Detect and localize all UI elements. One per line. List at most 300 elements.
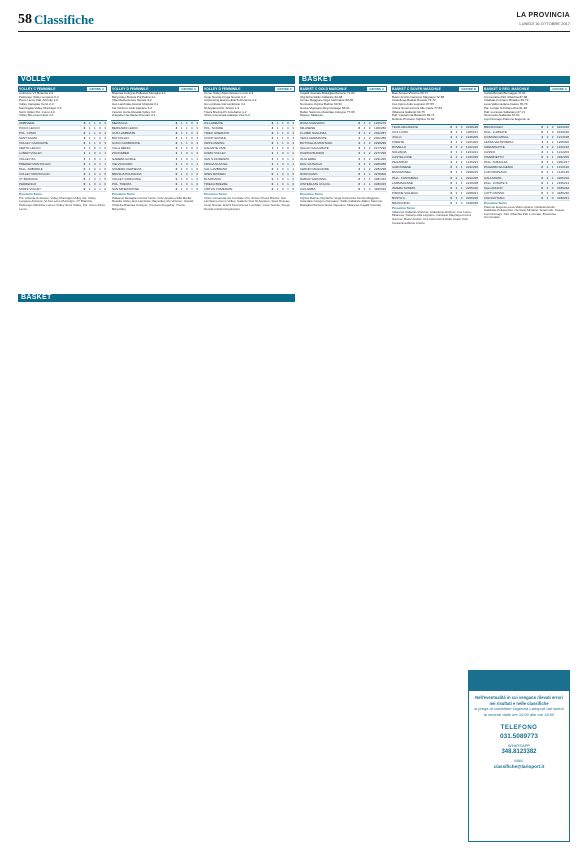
stat-cell: 3: [546, 134, 549, 139]
match-result: Cremonatte-Pall. Albachia 87-68: [484, 95, 528, 99]
stat-cell: 288: [380, 161, 386, 166]
stat-cell: 1: [551, 160, 554, 165]
stat-cell: 291: [375, 156, 381, 161]
stat-cell: 2: [373, 136, 376, 141]
box-title: BASKET D REG. MASCHILE: [484, 87, 530, 91]
stat-cell: 2: [556, 160, 559, 165]
stat-cell: 0: [196, 182, 198, 187]
stat-cell: 1: [175, 151, 178, 156]
stat-cell: 0: [287, 120, 289, 125]
match-result: Aurilio-Brocati Bernaggio 47-61: [484, 92, 526, 95]
notice-instructions: si prega di contattare l'agenzia Larioport dal lunedì al venerdì dalle ore 10:00 alle ore 18:00: [474, 706, 564, 717]
team-name: GOLG CARBONATE: [112, 141, 140, 146]
stat-cell: 228: [472, 180, 478, 185]
stat-cell: 3: [455, 124, 458, 129]
team-name: SOLVARIA: [392, 150, 407, 155]
stat-cell: 290: [380, 146, 386, 151]
box-header: [111, 86, 199, 92]
stat-cell: 1: [465, 160, 468, 165]
match-result: Briantea Cologno-Palleavis Meraglia 3-1: [112, 92, 166, 95]
stat-cell: 2: [373, 141, 376, 146]
stat-cell: 0: [541, 185, 544, 190]
stat-cell: 3: [546, 185, 549, 190]
stat-cell: 1: [88, 126, 91, 131]
stat-cell: 3: [455, 155, 458, 160]
stat-cell: 2: [465, 175, 468, 180]
stat-cell: 1: [83, 156, 86, 161]
stat-cell: 288: [380, 136, 386, 141]
stat-cell: 3: [455, 201, 458, 206]
stat-cell: 4: [363, 161, 366, 166]
stat-cell: 270: [380, 120, 386, 125]
stat-cell: 1: [104, 156, 106, 161]
stat-cell: 2: [373, 131, 376, 136]
next-round-label: Prossimo Turno: [392, 206, 415, 211]
stat-cell: 0: [281, 166, 284, 171]
stat-cell: 135: [563, 170, 569, 175]
stat-cell: 1: [460, 165, 463, 170]
stat-cell: 3: [196, 120, 198, 125]
stat-cell: 0: [175, 166, 178, 171]
stat-cell: 2: [368, 161, 371, 166]
stat-cell: 2: [450, 190, 453, 195]
stat-cell: 4: [363, 182, 366, 187]
stat-cell: 3: [546, 145, 549, 149]
team-name: INZPLONNING: [204, 141, 225, 146]
stat-cell: 3: [556, 190, 559, 195]
stat-cell: 1: [292, 166, 294, 171]
stat-cell: 197: [472, 129, 478, 134]
stat-cell: 0: [83, 182, 86, 187]
stat-cell: 0: [281, 151, 284, 156]
stat-cell: 0: [292, 182, 294, 187]
stat-cell: 221: [472, 150, 478, 155]
stat-cell: 1: [276, 131, 279, 136]
stat-cell: 1: [88, 171, 91, 176]
stat-cell: 1: [99, 161, 101, 166]
stat-cell: 0: [83, 176, 86, 181]
match-result: Lupi Dronago-Palermo Eugenio nc: [484, 117, 531, 121]
stat-cell: 1: [88, 131, 91, 136]
stat-cell: 280: [375, 182, 381, 187]
stat-cell: 1: [276, 120, 279, 125]
errors-notice-box: [468, 670, 570, 842]
team-name: SAN MINESTRONE: [112, 187, 140, 192]
stat-cell: 2: [358, 171, 361, 176]
stat-cell: 3: [175, 126, 178, 131]
stat-cell: 208: [467, 190, 473, 195]
stat-cell: 2: [551, 145, 554, 149]
stat-cell: 0: [191, 131, 193, 136]
stat-cell: 6: [541, 129, 544, 134]
team-name: COOP NUVOLE: [204, 136, 226, 141]
stat-cell: 0: [460, 201, 463, 206]
match-result: Cittabati-Cuzzano Minalino 66-73: [484, 99, 529, 103]
next-round-label: Prossimo Turno: [484, 201, 507, 206]
stat-cell: 4: [358, 141, 361, 146]
match-result: Virtue Comenate-Galante Vive 0-3: [204, 114, 250, 118]
next-round: [203, 193, 295, 211]
stat-cell: 1: [191, 156, 193, 161]
stat-cell: 3: [455, 145, 458, 149]
stat-cell: 1: [281, 136, 284, 141]
stat-cell: 0: [104, 171, 106, 176]
stat-cell: 1: [185, 126, 188, 131]
stat-cell: 1: [99, 187, 101, 192]
stat-cell: 4: [363, 126, 366, 131]
stat-cell: 1: [271, 151, 274, 156]
stat-cell: 200: [563, 139, 569, 144]
stat-cell: 1: [99, 182, 101, 187]
stat-cell: 3: [556, 195, 559, 200]
stat-cell: 290: [380, 141, 386, 146]
team-name: CERTO LECCO: [19, 146, 41, 151]
stat-cell: 205: [563, 155, 569, 160]
stat-cell: 4: [541, 150, 544, 155]
stat-cell: 2: [465, 185, 468, 190]
stat-cell: 4: [358, 146, 361, 151]
stat-cell: 2: [541, 155, 544, 160]
mail-label: MAIL: [514, 758, 524, 763]
stat-cell: 2: [368, 146, 371, 151]
stat-cell: 2: [450, 165, 453, 170]
stat-cell: 0: [191, 120, 193, 125]
stat-cell: 256: [380, 126, 386, 131]
stat-cell: 1: [180, 136, 183, 141]
stat-cell: 1: [88, 136, 91, 141]
stat-cell: 203: [563, 150, 569, 155]
stat-cell: 1: [276, 126, 279, 131]
stat-cell: 225: [472, 155, 478, 160]
team-name: VOLLEY B.L.: [19, 156, 37, 161]
stat-cell: 1: [292, 161, 294, 166]
stat-cell: 2: [373, 156, 376, 161]
stat-cell: 2: [373, 151, 376, 156]
stat-cell: 1: [556, 134, 559, 139]
stat-cell: 4: [450, 134, 453, 139]
stat-cell: 300: [380, 171, 386, 176]
stat-cell: 3: [546, 195, 549, 200]
stat-cell: 4: [541, 145, 544, 149]
team-name: PALL. ARBORILE: [19, 166, 43, 171]
group-badge: GIRONE B: [461, 87, 476, 91]
stat-cell: 2: [368, 141, 371, 146]
stat-cell: 1: [276, 187, 279, 192]
team-name: TEAM ARCADIATE: [392, 124, 418, 129]
stat-cell: 0: [99, 141, 101, 146]
team-name: PALL. CANTAMINA: [392, 175, 419, 180]
stat-cell: 3: [455, 139, 458, 144]
stat-cell: 0: [175, 171, 178, 176]
team-name: VIE VICICORO: [112, 161, 133, 166]
stat-cell: 0: [551, 190, 554, 195]
stat-cell: 0: [185, 156, 188, 161]
stat-cell: 4: [363, 146, 366, 151]
match-result: Pal. Lonate S-Polisportiva 61-66: [484, 106, 528, 110]
stat-cell: 0: [191, 146, 193, 151]
stat-cell: 1: [180, 120, 183, 125]
team-name: CERNIO MAGGIORE: [300, 166, 330, 171]
stat-cell: 200: [558, 175, 564, 180]
stat-cell: 2: [196, 151, 198, 156]
team-name: JOLLO: [392, 134, 402, 139]
stat-cell: 1: [99, 166, 101, 171]
stat-cell: 1: [99, 151, 101, 156]
stat-cell: 222: [467, 175, 473, 180]
team-name: F.LUBRI SAGUNZA: [300, 131, 327, 136]
section-band: [299, 76, 570, 84]
stat-cell: 1: [276, 166, 279, 171]
match-result: Inzplonning Estrem-Erat'S.Fiorenza 3-2: [204, 99, 257, 103]
stat-cell: 1: [368, 182, 371, 187]
stat-cell: 3: [455, 165, 458, 170]
stat-cell: 1: [276, 182, 279, 187]
match-result: Riposo: Milanese: [300, 114, 324, 118]
stat-cell: 3: [373, 182, 376, 187]
stat-cell: 0: [556, 124, 559, 129]
stat-cell: 3: [546, 160, 549, 165]
stat-cell: 0: [281, 187, 284, 192]
stat-cell: 0: [99, 120, 101, 125]
stat-cell: 0: [287, 131, 289, 136]
stat-cell: 0: [287, 126, 289, 131]
stat-cell: 1: [180, 171, 183, 176]
match-result: Baci Ansasi-Vittorino 66-71: [392, 92, 428, 95]
stat-cell: 1: [191, 176, 193, 181]
stat-cell: 1: [556, 165, 559, 170]
stat-cell: 2: [546, 165, 549, 170]
stat-cell: 4: [363, 120, 366, 125]
stat-cell: 202: [558, 155, 564, 160]
stat-cell: 0: [551, 195, 554, 200]
next-round-text: Ogrina Budino-Olgi Erba; Vega Carimante-Cernio Maggiore; Cisterlate Cologno-Norcuano; Sallio Gallarate-Rabur Saronno; Bottaglia Montano-Rosa Vigevano; Milanese-Cagalli Caccate: [300, 195, 383, 208]
stat-cell: 0: [358, 187, 361, 192]
next-round: [299, 193, 387, 207]
stat-cell: 3: [292, 146, 294, 151]
match-result: Castellone-Basket Rovello 73-72: [392, 99, 436, 103]
team-name: SPES ROSSEN: [204, 171, 226, 176]
stat-cell: 3: [292, 136, 294, 141]
stat-cell: 3: [455, 150, 458, 155]
match-result: Villanova Gallardo 63-75: [392, 110, 425, 114]
team-name: SANT'AGATA: [19, 136, 38, 141]
team-name: PIRONE VIGHENA: [392, 190, 418, 195]
stat-cell: 1: [185, 136, 188, 141]
standings-box: [111, 86, 199, 291]
stat-cell: 2: [196, 146, 198, 151]
stat-cell: 1: [88, 120, 91, 125]
stat-cell: 1: [460, 180, 463, 185]
stat-cell: 0: [281, 182, 284, 187]
stat-cell: 1: [180, 182, 183, 187]
stat-cell: 2: [450, 185, 453, 190]
band-label: BASKET: [21, 294, 52, 301]
stat-cell: 221: [472, 190, 478, 195]
stat-cell: 4: [358, 166, 361, 171]
stat-cell: 2: [546, 170, 549, 175]
stat-cell: 201: [558, 160, 564, 165]
stat-cell: 3: [292, 131, 294, 136]
stat-cell: 3: [460, 124, 463, 129]
stat-cell: 0: [93, 151, 96, 156]
stat-cell: 1: [287, 187, 289, 192]
match-result: Incertor Gorle-Rosella Volley 3-0: [112, 110, 156, 114]
team-name: BRUSCOLEO: [484, 124, 503, 129]
stat-cell: 1: [185, 131, 188, 136]
match-result: Vie Vicicoro-Cofe Appiano 3-2: [112, 106, 152, 110]
stat-cell: 0: [185, 182, 188, 187]
stat-cell: 4: [358, 131, 361, 136]
stat-cell: 0: [450, 195, 453, 200]
stat-cell: 1: [175, 161, 178, 166]
stat-cell: 0: [281, 161, 284, 166]
stat-cell: 198: [563, 134, 569, 139]
stat-cell: 215: [472, 170, 478, 175]
stat-cell: 2: [551, 139, 554, 144]
box-title: BASKET C GOLD MASCHILE: [300, 87, 347, 91]
phone-label: TELEFONO: [500, 725, 538, 731]
team-name: BAYVOLLEY: [112, 136, 130, 141]
stat-cell: 1: [180, 146, 183, 151]
stat-cell: 3: [83, 126, 86, 131]
stat-cell: 2: [460, 129, 463, 134]
stat-cell: 195: [558, 180, 564, 185]
band-label: VOLLEY: [21, 76, 51, 83]
team-name: VT BRIANCIA: [19, 176, 38, 181]
stat-cell: 200: [467, 195, 473, 200]
stat-cell: 210: [472, 145, 478, 149]
stat-cell: 1: [276, 171, 279, 176]
team-name: CUZZANO MINAL.: [484, 134, 510, 139]
stat-cell: 1: [465, 155, 468, 160]
stat-cell: 1: [185, 120, 188, 125]
next-round-text: Palermo Eugenio-Lesa Valtrompiana; Cittabati-Aurilio; Gallarate-Polisportiva; Cuzzano Minalino-Tevernetto; Cassio-Lupi Dronago; Pall. Albachia-Pall. Lumnate; Bruscoleo-Cremonatte: [484, 204, 566, 220]
stat-cell: 230: [472, 165, 478, 170]
stat-cell: 4: [450, 150, 453, 155]
stat-cell: 3: [455, 175, 458, 180]
team-name: GALLARATE: [484, 175, 502, 180]
stat-cell: 1: [191, 187, 193, 192]
team-name: GAREBA GORLE: [112, 156, 136, 161]
stat-cell: 1: [551, 170, 554, 175]
stat-cell: 2: [465, 190, 468, 195]
stat-cell: 0: [93, 161, 96, 166]
stat-cell: 2: [368, 166, 371, 171]
stat-cell: 277: [375, 146, 381, 151]
team-name: LUPI DRONAGO: [484, 170, 508, 175]
stat-cell: 265: [467, 129, 473, 134]
stat-cell: 1: [556, 139, 559, 144]
stat-cell: 287: [380, 131, 386, 136]
stat-cell: 140: [558, 170, 564, 175]
team-name: MILANESE: [300, 126, 316, 131]
stat-cell: 0: [191, 126, 193, 131]
stat-cell: 1: [276, 161, 279, 166]
team-name: TAVERNETTO: [484, 155, 504, 160]
team-name: INZERA SOMMO: [392, 185, 416, 190]
stat-cell: 315: [380, 182, 386, 187]
stat-cell: 180: [558, 195, 564, 200]
stat-cell: 1: [99, 171, 101, 176]
stat-cell: 1: [281, 126, 284, 131]
team-name: CAL LAMBRANO: [204, 166, 228, 171]
team-name: VILLA MEDIA: [112, 146, 131, 151]
team-name: BRUSCA POLPALINA: [112, 171, 142, 176]
stat-cell: 0: [99, 126, 101, 131]
team-name: PEGARINO: [392, 160, 408, 165]
section-band: [18, 76, 295, 84]
stat-cell: 1: [551, 155, 554, 160]
team-name: LUMEN VOLLEY: [19, 151, 43, 156]
team-name: BOTTAGLIA MONTANO: [300, 141, 333, 146]
team-name: SORNI VOLLEY: [19, 187, 42, 192]
next-round-label: Prossimo Turno: [300, 192, 323, 197]
match-result: Norcuano-Ogrina Budino 60-54: [300, 103, 342, 107]
stat-cell: 2: [541, 180, 544, 185]
team-name: PALERMO EUGENIO: [484, 165, 514, 170]
stat-cell: 222: [467, 145, 473, 149]
team-name: PEDRENGO: [19, 182, 37, 187]
stat-cell: 1: [104, 161, 106, 166]
stat-cell: 2: [551, 150, 554, 155]
stat-cell: 210: [467, 180, 473, 185]
stat-cell: 1: [556, 145, 559, 149]
next-round-text: Villanova Gallardo-Vittorino; Castellone-Rubinio; Cus Luino-Milanese; Daverio-Alta Legnano; Cassano Magnago-Inzera Sommo; Busto Arsizio; Cus Irpino-Fonti Delle Caste; Pall. Cantamina-Busto Arsizio: [392, 209, 472, 225]
stat-cell: 2: [556, 180, 559, 185]
team-name: BERNARDI LERICI: [112, 126, 139, 131]
group-badge: GIRONE A: [89, 87, 104, 91]
match-result: Sant'Agata Volley Montolgio 3-0: [19, 106, 62, 110]
stat-cell: 1: [281, 141, 284, 146]
stat-cell: 3: [271, 120, 274, 125]
team-name: POL. COMO: [19, 131, 37, 136]
stat-cell: 214: [558, 134, 564, 139]
match-result: Nl Appiano-Pol. Sciore 1-3: [204, 106, 240, 110]
match-result: Como Volley-Spes Rossen Lumo 2-3: [204, 92, 254, 95]
stat-cell: 1: [93, 136, 96, 141]
stat-cell: 1: [88, 161, 91, 166]
stat-cell: 1: [93, 141, 96, 146]
stat-cell: 1: [373, 120, 376, 125]
team-name: POL. SCIORE: [204, 126, 224, 131]
team-name: LAMMARASSE: [392, 180, 413, 185]
stat-cell: 238: [467, 124, 473, 129]
stat-cell: 213: [563, 180, 569, 185]
stat-cell: 2: [373, 166, 376, 171]
match-result: Volley Bi-Lumen Histo 3-1: [19, 114, 54, 118]
next-round-label: Prossimo Turno: [204, 192, 227, 197]
stat-cell: 220: [472, 185, 478, 190]
stat-cell: 231: [563, 195, 569, 200]
stat-cell: 4: [363, 136, 366, 141]
stat-cell: 2: [292, 151, 294, 156]
team-name: NORCUANO: [300, 171, 318, 176]
stat-cell: 295: [380, 156, 386, 161]
stat-cell: 2: [541, 160, 544, 165]
stat-cell: 325: [375, 120, 381, 125]
stat-cell: 2: [450, 170, 453, 175]
stat-cell: 3: [373, 176, 376, 181]
stat-cell: 2: [175, 141, 178, 146]
stat-cell: 302: [375, 131, 381, 136]
match-result: Busto Arsizio-Cassano Magnago 72-58: [392, 95, 445, 99]
next-round-label: Prossimo Turno: [112, 192, 135, 197]
team-name: BUSCRONEA: [392, 170, 412, 175]
stat-cell: 1: [276, 151, 279, 156]
stat-cell: 0: [541, 195, 544, 200]
stat-cell: 223: [558, 124, 564, 129]
stat-cell: 226: [472, 195, 478, 200]
